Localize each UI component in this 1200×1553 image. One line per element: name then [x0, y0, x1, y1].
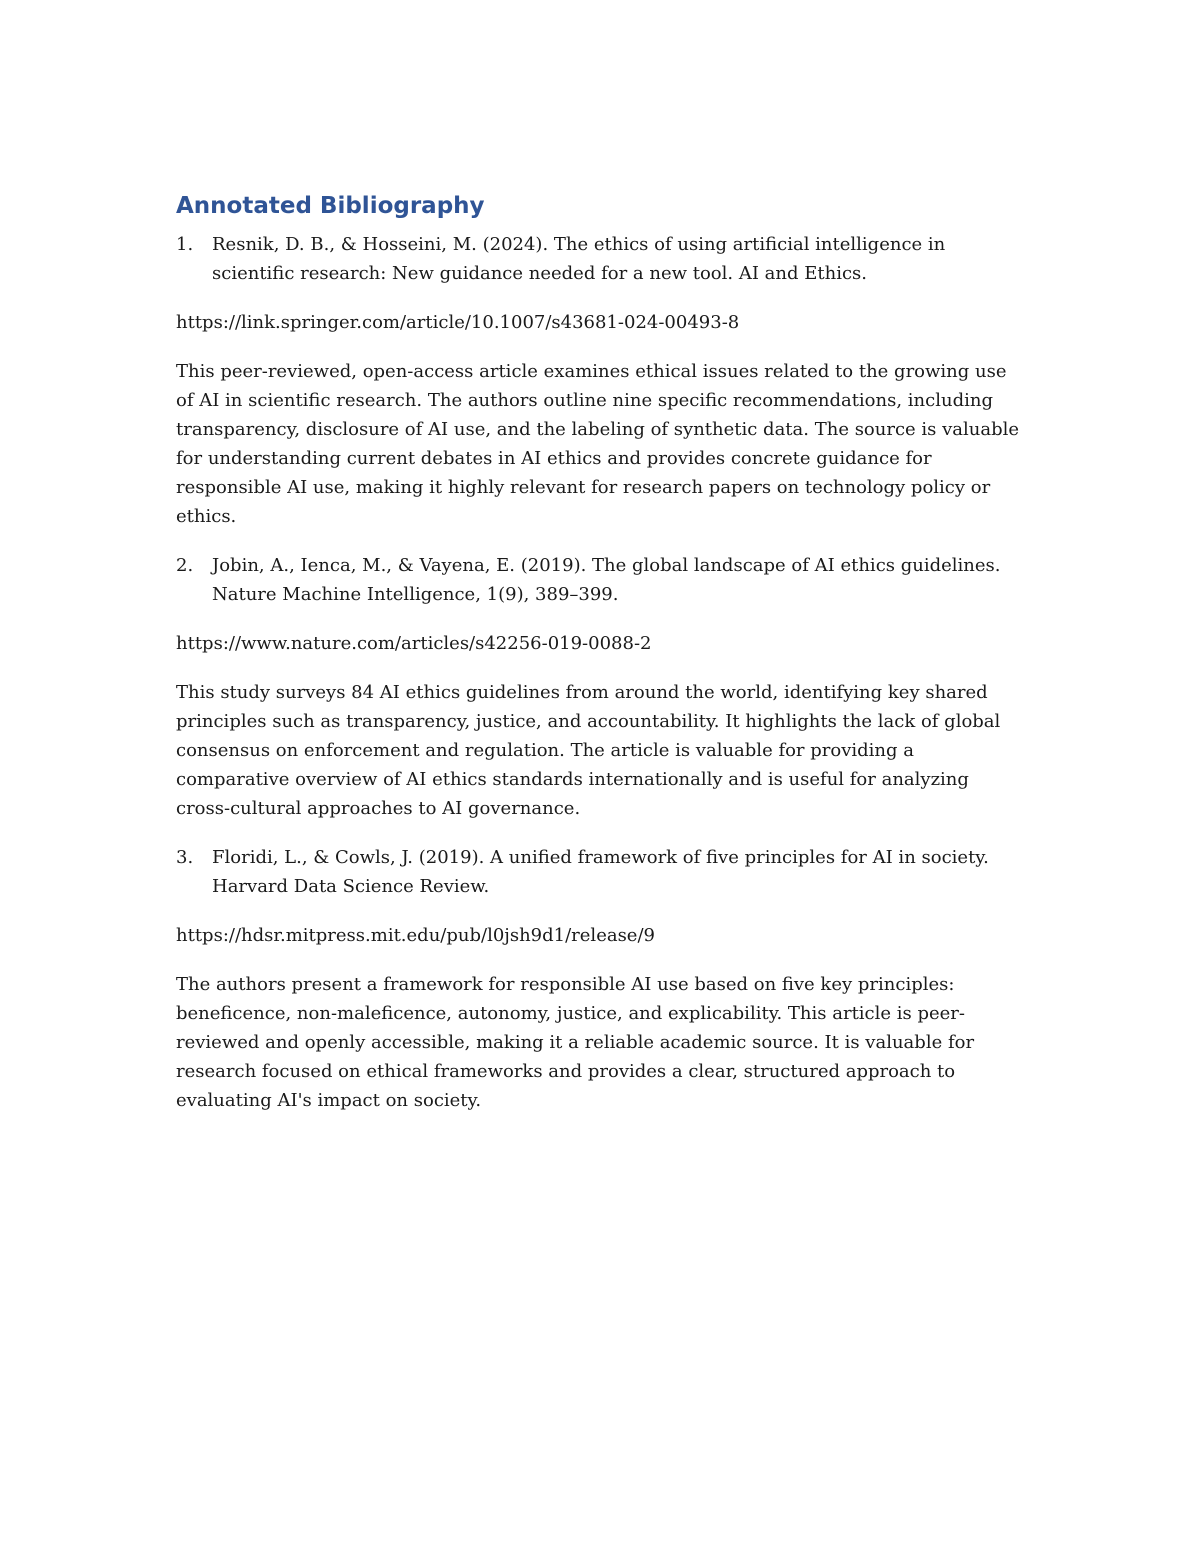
citation: [176, 551, 1026, 609]
entry-number: 2.: [176, 555, 194, 576]
bibliography-entry-2: [176, 551, 1026, 823]
annotation-text: This study surveys 84 AI ethics guidelines from around the world, identifying key shared principles such as transparency, justice, and accountability. It highlights the lack of global consensus on enforcement and regulation. The article is valuable for providing a comparative overview of AI ethics standards internationally and is useful for analyzing cross-cultural approaches to AI governance.: [176, 682, 1001, 819]
bibliography-entry-3: [176, 843, 1026, 1115]
annotation-text: This peer-reviewed, open-access article examines ethical issues related to the growing use of AI in scientific research. The authors outline nine specific recommendations, including transparency, disclosure of AI use, and the labeling of synthetic data. The source is valuable for understanding current debates in AI ethics and provides concrete guidance for responsible AI use, making it highly relevant for research papers on technology policy or ethics.: [176, 361, 1020, 527]
entry-number: 3.: [176, 847, 194, 868]
document-page: [176, 188, 1026, 1135]
source-url: https://www.nature.com/articles/s42256-019-0088-2: [176, 633, 652, 654]
document-title: Annotated Bibliography: [176, 193, 485, 219]
bibliography-entry-1: [176, 230, 1026, 531]
annotation-text: The authors present a framework for responsible AI use based on five key principles: beneficence, non-maleficence, autonomy, justice, and explicability. This article is peer-reviewed and openly accessible, making it a reliable academic source. It is valuable for research focused on ethical frameworks and provides a clear, structured approach to evaluating AI's impact on society.: [176, 974, 975, 1111]
entry-number: 1.: [176, 234, 194, 255]
citation-text: Floridi, L., & Cowls, J. (2019). A unified framework of five principles for AI in society. Harvard Data Science Review.: [212, 847, 989, 897]
citation-text: Jobin, A., Ienca, M., & Vayena, E. (2019). The global landscape of AI ethics guidelines. Nature Machine Intelligence, 1(9), 389–399.: [212, 555, 1001, 605]
source-url: https://link.springer.com/article/10.1007/s43681-024-00493-8: [176, 312, 740, 333]
citation: [176, 843, 1026, 901]
citation: [176, 230, 1026, 288]
citation-text: Resnik, D. B., & Hosseini, M. (2024). The ethics of using artificial intelligence in scientific research: New guidance needed for a new tool. AI and Ethics.: [212, 234, 946, 284]
source-url: https://hdsr.mitpress.mit.edu/pub/l0jsh9d1/release/9: [176, 925, 655, 946]
